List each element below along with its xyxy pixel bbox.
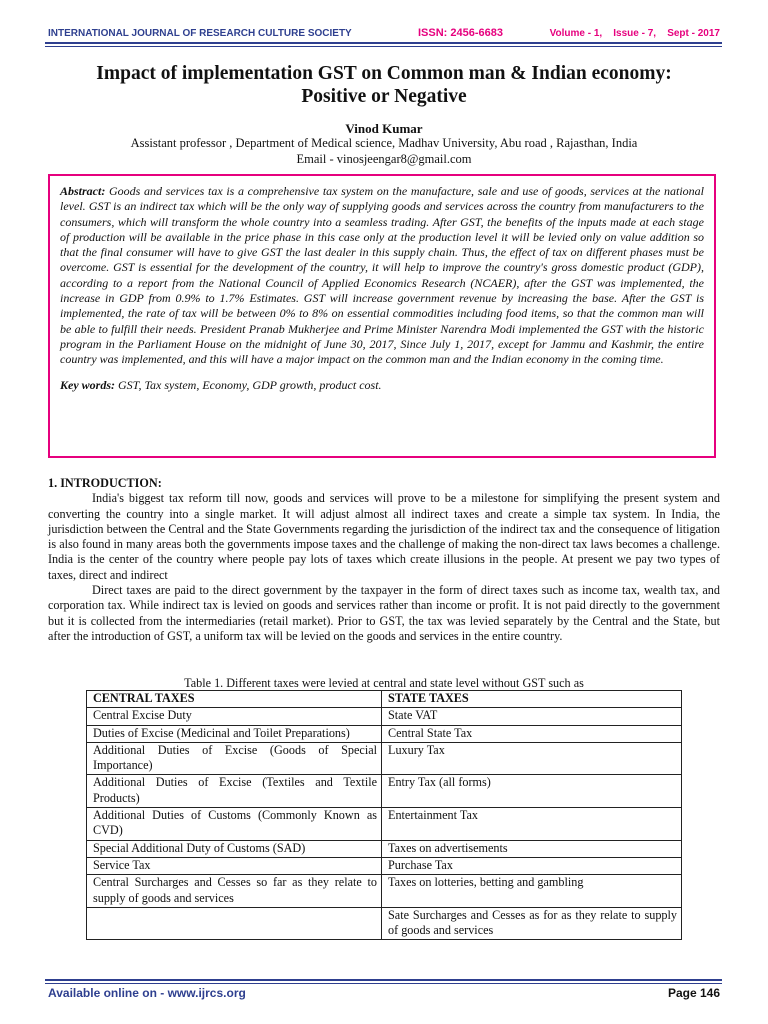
table-cell: Entry Tax (all forms) bbox=[382, 775, 682, 808]
table-row bbox=[87, 875, 682, 908]
section-heading: 1. INTRODUCTION: bbox=[48, 476, 162, 490]
volume-issue: Volume - 1, Issue - 7, Sept - 2017 bbox=[549, 28, 720, 39]
keywords: Key words: GST, Tax system, Economy, GDP growth, product cost. bbox=[60, 377, 382, 392]
abstract-text: Goods and services tax is a comprehensive tax system on the manufacture, sale and use of goods, services at the national level. GST is an indirect tax which will be the only way of supplying goods and services across the country from manufacturers to the consumers, which will transform the whole country into a seamless trading. After GST, the benefits of the inputs made at each stage of production will be available in the price phase in this case only at the production level it will be levied only on value addition so that the final consumer will have to give GST the last dealer in this supply chain. Thus, the effect of tax on different phases must be overcome. GST is essential for the development of the country, it will help to improve the country's gross domestic product (GDP), according to a report from the National Council of Applied Economics Research (NCAER), after the GST was implemented, the increase in GDP from 0.9% to 1.7% Estimates. GST will increase government revenue by increasing the base. After the GST is implemented, the rate of tax will be between 0% to 8% on essential commodities including food items, so that the common man will be able to fulfill their needs. President Pranab Mukherjee and Prime Minister Narendra Modi implemented the GST with the historic program in the Parliament House on the midnight of June 30, 2017, Since July 1, 2017, except for Jammu and Kashmir, the entire country was implemented, and this will have a major impact on the common man and the Indian economy in the coming time. bbox=[60, 184, 705, 367]
table-row bbox=[87, 808, 682, 841]
table-header: STATE TAXES bbox=[382, 691, 682, 708]
taxes-table bbox=[86, 690, 682, 940]
footer-rule-thin bbox=[45, 983, 722, 984]
table-cell: Additional Duties of Customs (Commonly Known as CVD) bbox=[87, 808, 382, 841]
table-cell: Central Excise Duty bbox=[87, 708, 382, 725]
abstract-box bbox=[48, 174, 716, 458]
table-cell: Duties of Excise (Medicinal and Toilet Preparations) bbox=[87, 725, 382, 742]
table-cell: Special Additional Duty of Customs (SAD) bbox=[87, 840, 382, 857]
table-row bbox=[87, 907, 682, 940]
table-cell: Purchase Tax bbox=[382, 857, 682, 874]
table-cell: Taxes on lotteries, betting and gambling bbox=[382, 875, 682, 908]
table-cell: Additional Duties of Excise (Goods of Special Importance) bbox=[87, 742, 382, 775]
table-cell: Service Tax bbox=[87, 857, 382, 874]
journal-name: INTERNATIONAL JOURNAL OF RESEARCH CULTURE SOCIETY bbox=[48, 28, 352, 39]
availability-link[interactable]: Available online on - www.ijrcs.org bbox=[48, 986, 246, 1000]
header-rule bbox=[45, 42, 722, 44]
abstract-label: Abstract: bbox=[60, 184, 106, 198]
table-row bbox=[87, 840, 682, 857]
table-header-row bbox=[87, 691, 682, 708]
table-cell: Entertainment Tax bbox=[382, 808, 682, 841]
table-header: CENTRAL TAXES bbox=[87, 691, 382, 708]
table-caption: Table 1. Different taxes were levied at central and state level without GST such as bbox=[184, 676, 584, 690]
table-cell: Central State Tax bbox=[382, 725, 682, 742]
keywords-label: Key words: bbox=[60, 377, 115, 392]
table-row bbox=[87, 775, 682, 808]
running-header bbox=[48, 27, 720, 41]
table-row bbox=[87, 725, 682, 742]
author-name: Vinod Kumar bbox=[345, 121, 423, 136]
page-number: Page 146 bbox=[667, 986, 720, 1000]
table-cell: State VAT bbox=[382, 708, 682, 725]
table-cell bbox=[87, 907, 382, 940]
footer-rule bbox=[45, 979, 722, 981]
table-row bbox=[87, 708, 682, 725]
author-email: Email - vinosjeengar8@gmail.com bbox=[296, 151, 472, 166]
abstract bbox=[60, 184, 704, 368]
paragraph: Direct taxes are paid to the direct government by the taxpayer in the form of direct taxes such as income tax, wealth tax, and corporation tax. While indirect tax is levied on goods and services rather than income or profit. It is not paid directly to the government but it is collected from the intermediaries (retail market). Prior to GST, the tax was levied separately by the Central and the State, but after the introduction of GST, a uniform tax will be levied on the goods and services in the entire country. bbox=[48, 583, 720, 643]
author-affiliation: Assistant professor , Department of Medical science, Madhav University, Abu road , Rajasthan, India Email - vinosjeengar8@gmail.com bbox=[0, 136, 768, 167]
paragraph: India's biggest tax reform till now, goods and services will prove to be a milestone for simplifying the present system and converting the country into a single market. It will adjust almost all indirect taxes and create a simple tax system. In India, the jurisdiction between the Central and the State Governments regarding the jurisdiction of the indirect tax and the consequence of litigation is also found in many areas both the governments impose taxes and the challenge of making the non-direct tax laws becomes a challenge. India is the center of the country where people pay lots of taxes which create illusions in the people. At present we pay two types of taxes, direct and indirect bbox=[48, 491, 720, 582]
table-cell: Taxes on advertisements bbox=[382, 840, 682, 857]
table-cell: Luxury Tax bbox=[382, 742, 682, 775]
table-cell: Central Surcharges and Cesses so far as they relate to supply of goods and services bbox=[87, 875, 382, 908]
issn: ISSN: 2456-6683 bbox=[418, 27, 503, 39]
table-row bbox=[87, 742, 682, 775]
table-cell: Sate Surcharges and Cesses as for as they relate to supply of goods and services bbox=[382, 907, 682, 940]
paper-title: Impact of implementation GST on Common man & Indian economy: Positive or Negative bbox=[96, 63, 672, 107]
table-row bbox=[87, 857, 682, 874]
header-rule-thin bbox=[45, 46, 722, 47]
introduction-section bbox=[48, 476, 720, 644]
table-cell: Additional Duties of Excise (Textiles and Textile Products) bbox=[87, 775, 382, 808]
